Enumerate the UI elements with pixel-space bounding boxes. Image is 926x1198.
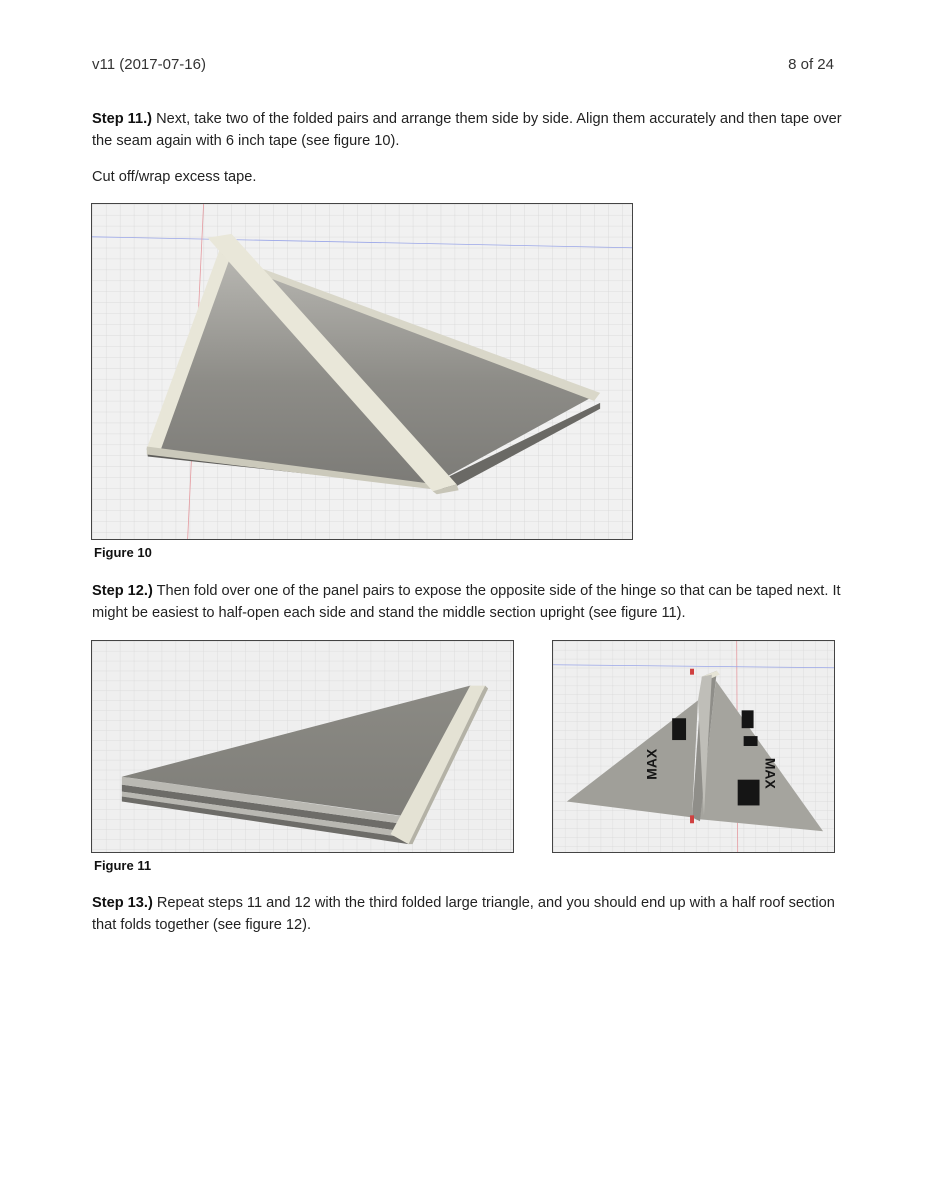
figure-11-caption: Figure 11: [94, 858, 152, 873]
step-13-paragraph: [92, 892, 842, 936]
figure-11-left-image: [91, 640, 514, 853]
step-11-note: Cut off/wrap excess tape.: [92, 169, 257, 185]
step-13-label: Step 13.): [92, 895, 153, 911]
document-version: v11 (2017-07-16): [92, 56, 206, 73]
step-13-text: Repeat steps 11 and 12 with the third folded large triangle, and you should end up with a half roof section that folds together (see figure 12).: [92, 895, 835, 933]
step-11-text: Next, take two of the folded pairs and arrange them side by side. Align them accurately and then tape over the seam again with 6 inch tape (see figure 10).: [92, 111, 842, 149]
step-11-label: Step 11.): [92, 111, 153, 127]
figure-11-right-image: [552, 640, 835, 853]
page-number: 8 of 24: [788, 56, 834, 73]
step-12-text: Then fold over one of the panel pairs to expose the opposite side of the hinge so that can be taped next. It might be easiest to half-open each side and stand the middle section upright (see figure 11).: [92, 583, 841, 621]
step-12-label: Step 12.): [92, 583, 153, 599]
brand-logo-text-right: MAX: [762, 757, 779, 789]
step-11-paragraph: [92, 108, 842, 152]
figure-10-image: [91, 203, 633, 540]
step-12-paragraph: [92, 580, 842, 624]
figure-10-caption: Figure 10: [94, 545, 152, 560]
brand-logo-text: MAX: [643, 748, 660, 780]
